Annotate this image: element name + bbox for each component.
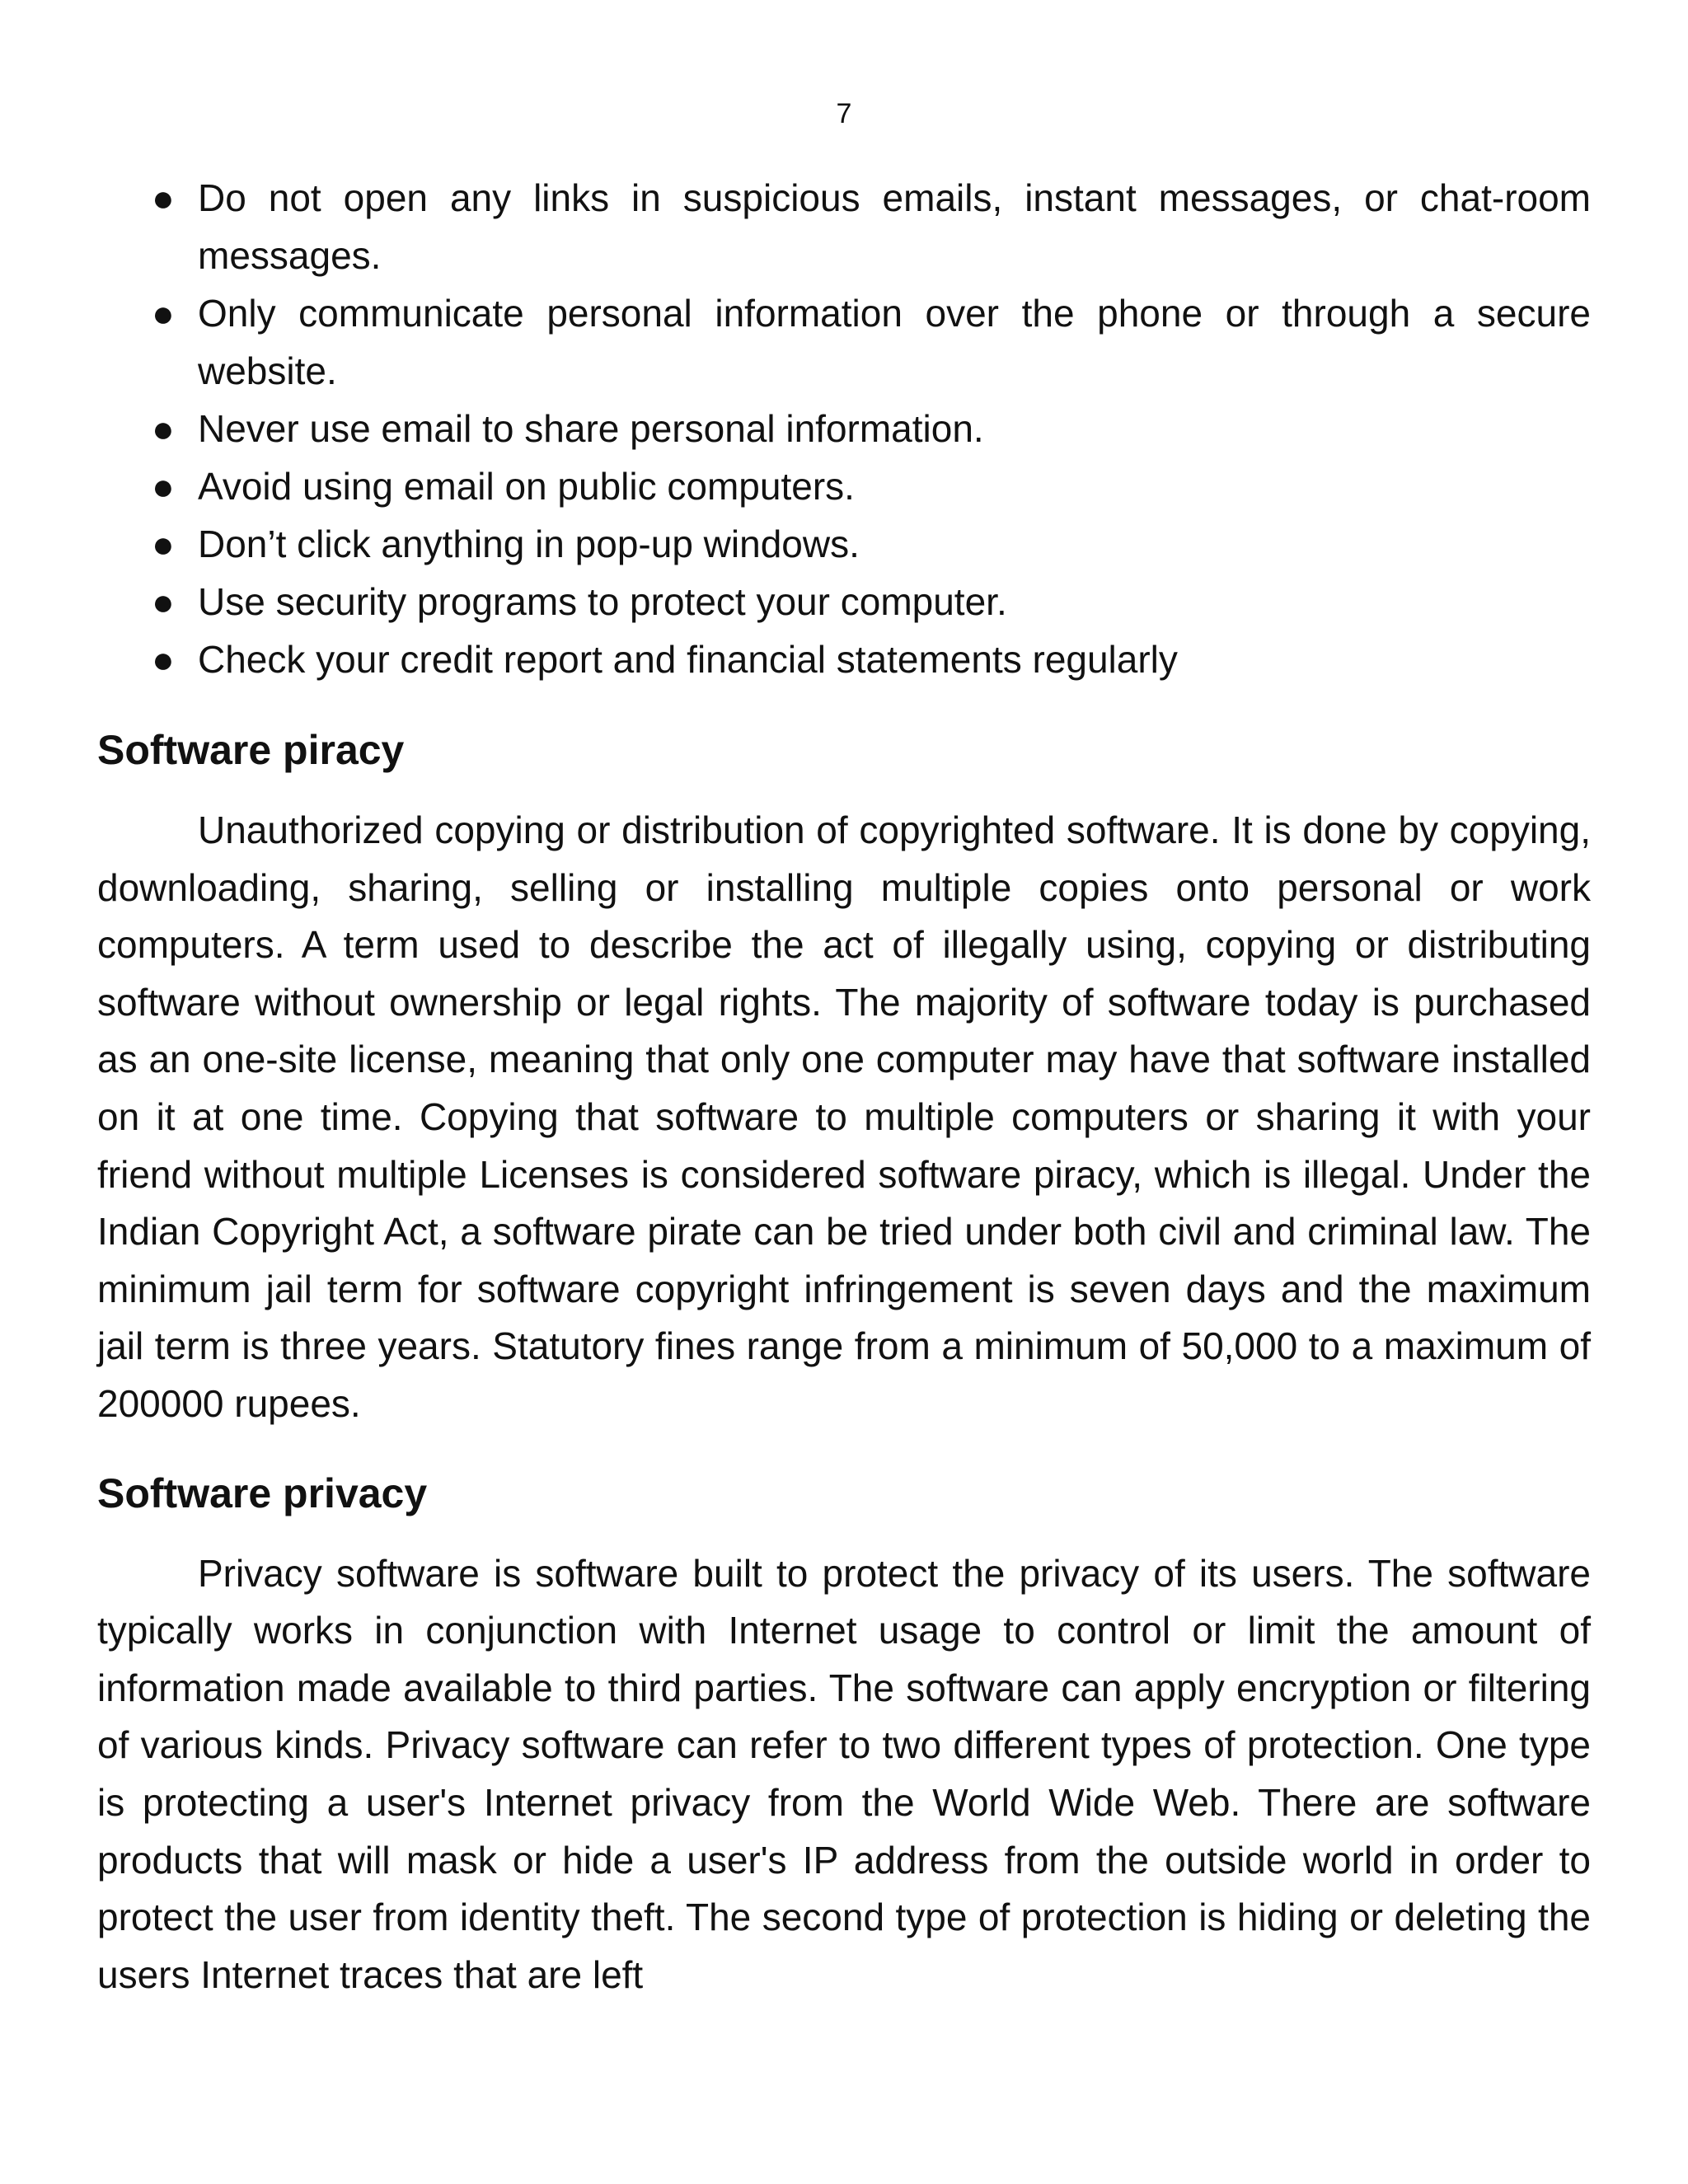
page-number: 7: [836, 98, 852, 129]
list-item-text: Do not open any links in suspicious emails, instant messages, or chat-room messages.: [198, 176, 1591, 277]
list-item: [97, 400, 1591, 457]
list-item-text: Don’t click anything in pop-up windows.: [198, 523, 860, 565]
list-item: [97, 284, 1591, 400]
list-item-text: Use security programs to protect your computer.: [198, 580, 1007, 623]
section-body-software-piracy: Unauthorized copying or distribution of copyrighted software. It is done by copying, downloading, sharing, selling or installing multiple copies onto personal or work computers. A term used to describe the act of illegally using, copying or distributing software without ownership or legal rights. The majority of software today is purchased as an one-site license, meaning that only one computer may have that software installed on it at one time. Copying that software to multiple computers or sharing it with your friend without multiple Licenses is considered software piracy, which is illegal. Under the Indian Copyright Act, a software pirate can be tried under both civil and criminal law. The minimum jail term for software copyright infringement is seven days and the maximum jail term is three years. Statutory fines range from a minimum of 50,000 to a maximum of 200000 rupees.: [97, 808, 1591, 1425]
page-content: [97, 169, 1591, 2004]
section-heading-software-privacy: Software privacy: [97, 1469, 428, 1516]
list-item: [97, 457, 1591, 515]
list-item-text: Check your credit report and financial statements regularly: [198, 638, 1178, 681]
section-body-software-privacy: Privacy software is software built to protect the privacy of its users. The software typically works in conjunction with Internet usage to control or limit the amount of information made available to third parties. The software can apply encryption or filtering of various kinds. Privacy software can refer to two different types of protection. One type is protecting a user's Internet privacy from the World Wide Web. There are software products that will mask or hide a user's IP address from the outside world in order to protect the user from identity theft. The second type of protection is hiding or deleting the users Internet traces that are left: [97, 1551, 1591, 1996]
bullet-icon: ●: [152, 407, 175, 450]
bullet-icon: ●: [152, 523, 175, 565]
bullet-icon: ●: [152, 580, 175, 623]
bullet-icon: ●: [152, 465, 175, 508]
safety-tips-list: [97, 169, 1591, 688]
list-item: [97, 573, 1591, 630]
list-item: [97, 515, 1591, 573]
list-item-text: Only communicate personal information over the phone or through a secure website.: [198, 292, 1591, 392]
list-item-text: Never use email to share personal information.: [198, 407, 984, 450]
bullet-icon: ●: [152, 638, 175, 681]
bullet-icon: ●: [152, 176, 175, 219]
list-item: [97, 169, 1591, 284]
section-heading-software-piracy: Software piracy: [97, 727, 405, 773]
list-item: [97, 630, 1591, 688]
bullet-icon: ●: [152, 292, 175, 335]
list-item-text: Avoid using email on public computers.: [198, 465, 855, 508]
